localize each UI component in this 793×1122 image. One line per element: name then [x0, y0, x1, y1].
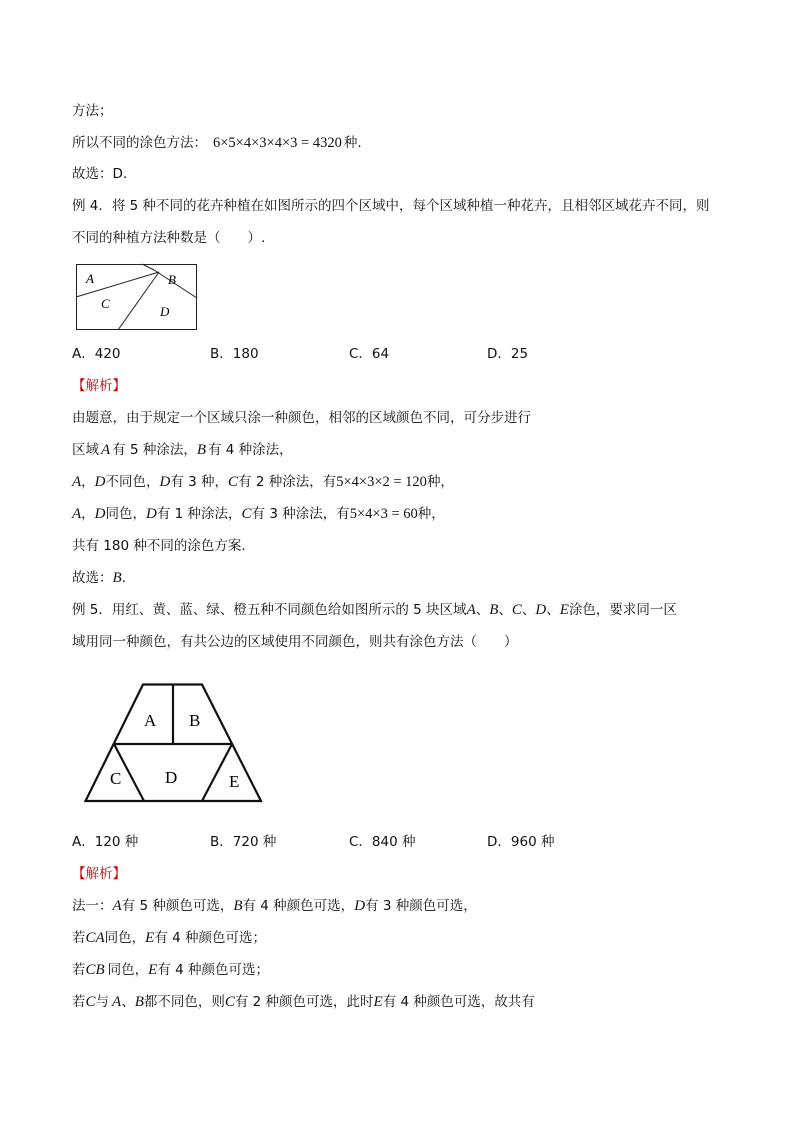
text: 法一： — [72, 898, 113, 914]
var: A — [72, 474, 82, 490]
var: E — [373, 994, 383, 1010]
text: 若 — [72, 994, 86, 1010]
option-d[interactable]: D．960 种 — [487, 834, 555, 850]
var: D — [94, 474, 106, 490]
text: 有 5 种涂法， — [112, 442, 197, 458]
text: 同色， — [104, 930, 146, 946]
text-line — [72, 960, 269, 980]
formula: 5×4×3 = 60 — [349, 506, 418, 522]
text: ， — [81, 506, 95, 522]
var: A — [112, 898, 122, 914]
text: 例 4．将 5 种不同的花卉种植在如图所示的四个区域中，每个区域种植一种花卉，且相邻区域花卉不同，则 — [72, 198, 710, 214]
text: 、 — [521, 602, 536, 618]
text: 有 4 种颜色可选，故共有 — [382, 994, 535, 1010]
var: C — [228, 474, 239, 490]
var: E — [145, 930, 155, 946]
region-label-b: B — [189, 711, 201, 730]
text: 有 3 种， — [170, 474, 229, 490]
text: 涂色，要求同一区 — [568, 602, 677, 618]
region-label-c: C — [110, 769, 122, 788]
var: B — [196, 442, 207, 458]
figure-four-regions — [76, 264, 197, 330]
text: 方法； — [72, 103, 113, 119]
option-d[interactable]: D．25 — [487, 346, 529, 362]
var: C — [224, 994, 235, 1010]
region-label-d: D — [165, 768, 178, 787]
text: 都不同色，则 — [143, 994, 225, 1010]
solution-tag: 【解析】 — [72, 866, 126, 882]
text: 同色， — [105, 506, 147, 522]
var: CA — [85, 930, 105, 946]
var: D — [535, 602, 547, 618]
option-a[interactable]: A．120 种 — [72, 834, 139, 850]
formula: 5×4×3×2 = 120 — [336, 474, 427, 490]
text: 由题意，由于规定一个区域只涂一种颜色，相邻的区域颜色不同，可分步进行 — [72, 410, 531, 426]
var: D — [146, 506, 157, 522]
text: 种. — [343, 135, 362, 151]
text-line — [72, 164, 127, 184]
text: 不同的种植方法种数是（ ）. — [72, 230, 266, 246]
region-divider — [202, 744, 232, 801]
text: 与 — [95, 994, 110, 1010]
var: C — [511, 602, 522, 618]
text: 种， — [426, 474, 454, 490]
var: D — [354, 898, 366, 914]
text: 所以不同的涂色方法： — [72, 135, 207, 151]
var: C — [241, 506, 252, 522]
var: A — [112, 994, 122, 1010]
var: D — [159, 474, 171, 490]
formula: 6×5×4×3×4×3 = 4320 — [213, 135, 342, 151]
text: ， — [81, 474, 95, 490]
text: 有 2 种涂法，有 — [238, 474, 337, 490]
text: 种， — [417, 506, 445, 522]
option-c[interactable]: C．840 种 — [349, 834, 416, 850]
text-line — [72, 504, 445, 524]
figure-border — [77, 265, 197, 330]
text: 、 — [475, 602, 490, 618]
text: 有 4 种涂法， — [208, 442, 293, 458]
text: . — [121, 570, 126, 586]
var: B — [112, 570, 122, 586]
text: 若 — [72, 930, 86, 946]
text-line — [72, 536, 246, 556]
solution-tag: 【解析】 — [72, 378, 126, 394]
text: 有 3 种颜色可选， — [365, 898, 477, 914]
text: 不同色， — [105, 474, 160, 490]
var: B — [489, 602, 499, 618]
text-line — [72, 472, 454, 492]
var: B — [233, 898, 243, 914]
text: 若 — [72, 962, 86, 978]
figure-trapezoid-regions — [84, 683, 264, 803]
text: 区域 — [72, 442, 99, 458]
text: 故选： — [72, 570, 113, 586]
text: 、 — [546, 602, 560, 618]
option-b[interactable]: B．180 — [210, 346, 259, 362]
region-label-d: D — [160, 304, 170, 319]
region-label-e: E — [229, 772, 240, 791]
text: 故选：D. — [72, 166, 128, 182]
text-line — [72, 992, 535, 1012]
var: A — [72, 506, 82, 522]
region-label-a: A — [144, 711, 157, 730]
option-b[interactable]: B．720 种 — [210, 834, 277, 850]
var: B — [134, 994, 144, 1010]
var: D — [94, 506, 106, 522]
text-line — [72, 101, 113, 121]
question-line — [72, 632, 518, 652]
text: 同色， — [107, 962, 149, 978]
text: 有 5 种颜色可选， — [121, 898, 234, 914]
var: A — [466, 602, 476, 618]
region-label-b: B — [168, 272, 176, 287]
text: 有 1 种涂法， — [156, 506, 242, 522]
text: 有 4 种颜色可选； — [154, 930, 267, 946]
text: 、 — [121, 994, 135, 1010]
question-line — [72, 228, 265, 248]
var: A — [101, 442, 111, 458]
text-line — [72, 440, 293, 460]
text-line — [72, 928, 266, 948]
text: 有 2 种颜色可选，此时 — [234, 994, 374, 1010]
region-divider — [118, 272, 159, 330]
question-line — [72, 600, 677, 620]
text-line — [72, 133, 362, 153]
region-label-a: A — [86, 271, 94, 286]
text-line — [72, 568, 126, 588]
text: 有 4 种颜色可选； — [157, 962, 270, 978]
text: 、 — [498, 602, 512, 618]
question-line — [72, 196, 710, 216]
text-line — [72, 408, 531, 428]
option-a[interactable]: A．420 — [72, 346, 121, 362]
text: 共有 180 种不同的涂色方案. — [72, 538, 246, 554]
text: 有 3 种涂法，有 — [251, 506, 350, 522]
text: 有 4 种颜色可选， — [242, 898, 355, 914]
var: C — [85, 994, 96, 1010]
var: CB — [85, 962, 105, 978]
option-c[interactable]: C．64 — [349, 346, 390, 362]
text-line — [72, 896, 477, 916]
region-label-c: C — [101, 296, 110, 311]
var: E — [559, 602, 569, 618]
var: E — [148, 962, 158, 978]
text: 域用同一种颜色，有共公边的区域使用不同颜色，则共有涂色方法（ ） — [72, 634, 518, 650]
text: 例 5．用红、黄、蓝、绿、橙五种不同颜色给如图所示的 5 块区域 — [72, 602, 467, 618]
